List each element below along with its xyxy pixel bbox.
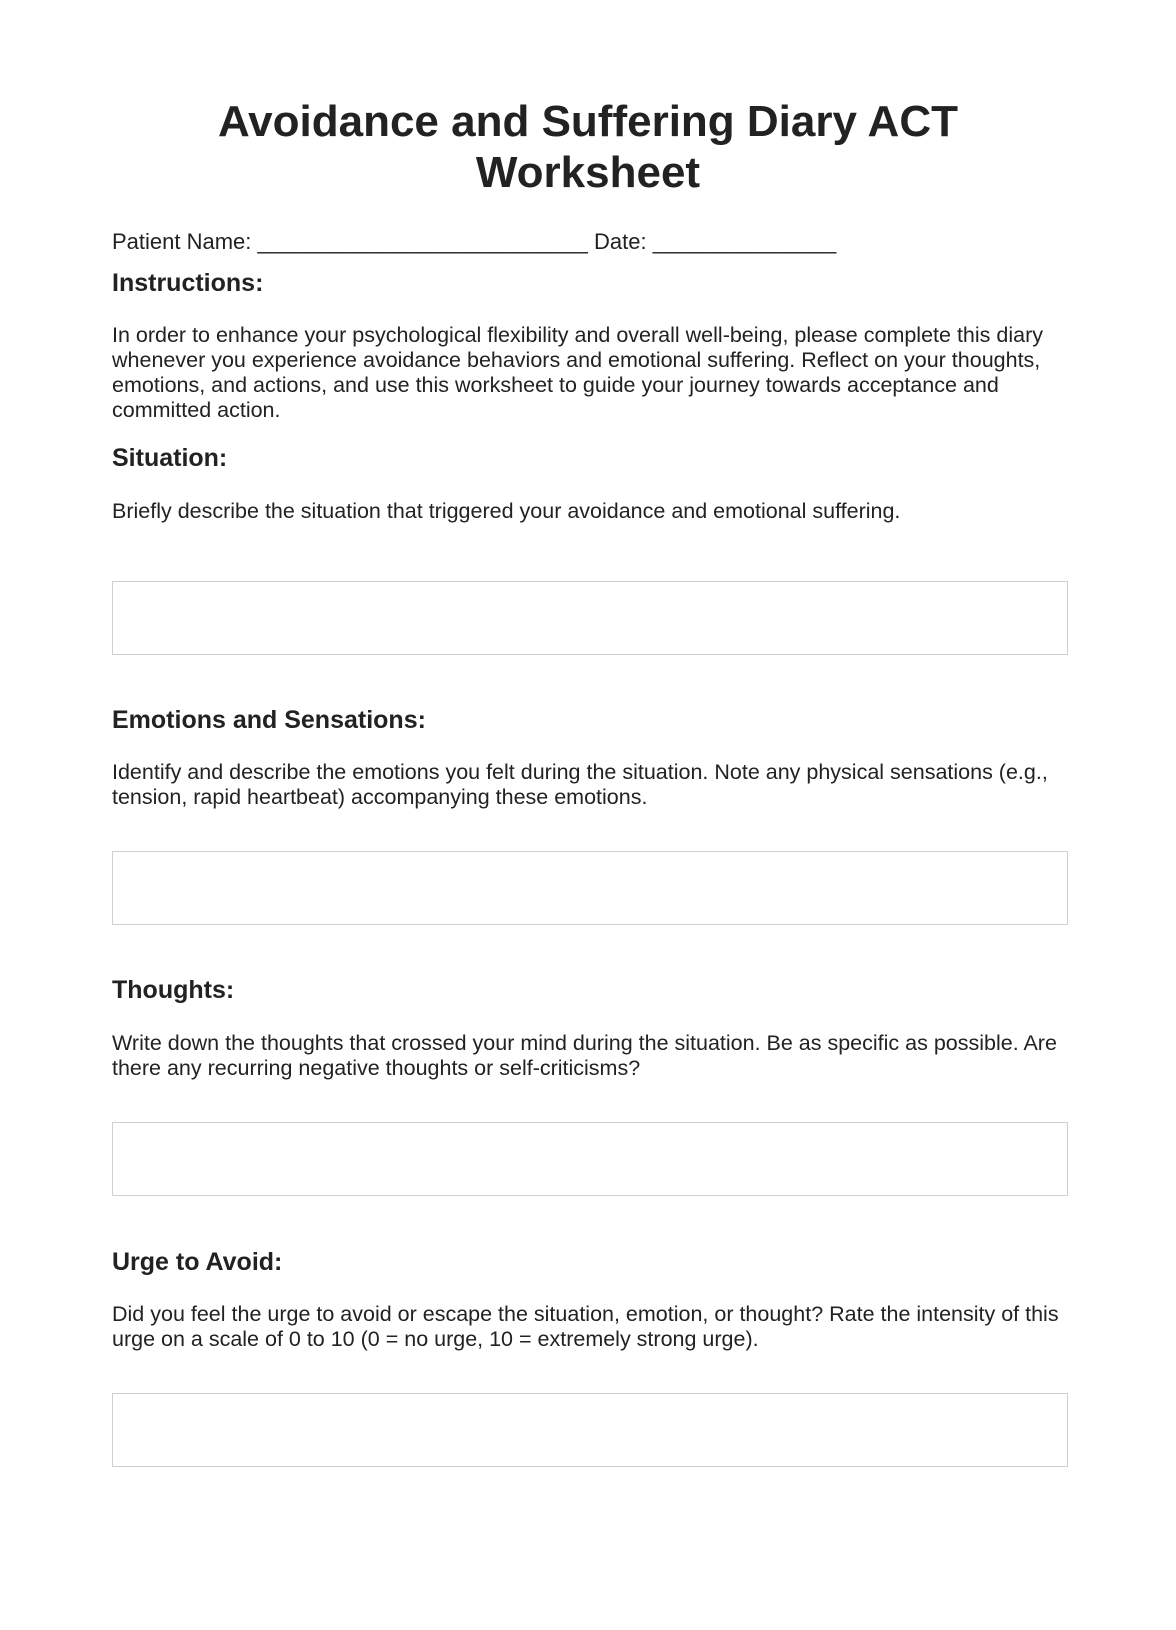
urge-text: Did you feel the urge to avoid or escape the situation, emotion, or thought? Rate the intensity of this urge on a scale of 0 to 10 (0 = no urge, 10 = extremely strong urge). (112, 1302, 1059, 1351)
thoughts-text: Write down the thoughts that crossed your mind during the situation. Be as specific as possible. Are there any recurring negative thoughts or self-criticisms? (112, 1031, 1057, 1080)
instructions-heading: Instructions: (112, 269, 264, 297)
instructions-text: In order to enhance your psychological flexibility and overall well-being, please complete this diary whenever you experience avoidance behaviors and emotional suffering. Reflect on your thoughts, emotions, and actions, and use this worksheet to guide your journey towards acceptance and committed action. (112, 323, 1043, 422)
patient-name-field[interactable]: ___________________________ (257, 229, 588, 254)
date-label: Date: (594, 229, 647, 254)
patient-name-label: Patient Name: (112, 229, 252, 254)
urge-heading: Urge to Avoid: (112, 1248, 283, 1276)
situation-text: Briefly describe the situation that triggered your avoidance and emotional suffering. (112, 499, 901, 523)
thoughts-heading: Thoughts: (112, 976, 235, 1004)
page-title: Avoidance and Suffering Diary ACT Worksheet (218, 97, 958, 197)
emotions-text: Identify and describe the emotions you felt during the situation. Note any physical sensations (e.g., tension, rapid heartbeat) accompanying these emotions. (112, 760, 1048, 809)
situation-heading: Situation: (112, 444, 228, 472)
date-field[interactable]: _______________ (652, 229, 837, 254)
thoughts-answer-box[interactable] (112, 1122, 1068, 1196)
emotions-answer-box[interactable] (112, 851, 1068, 925)
situation-answer-box[interactable] (112, 581, 1068, 655)
patient-info-line (112, 229, 836, 255)
urge-answer-box[interactable] (112, 1393, 1068, 1467)
emotions-heading: Emotions and Sensations: (112, 706, 426, 734)
